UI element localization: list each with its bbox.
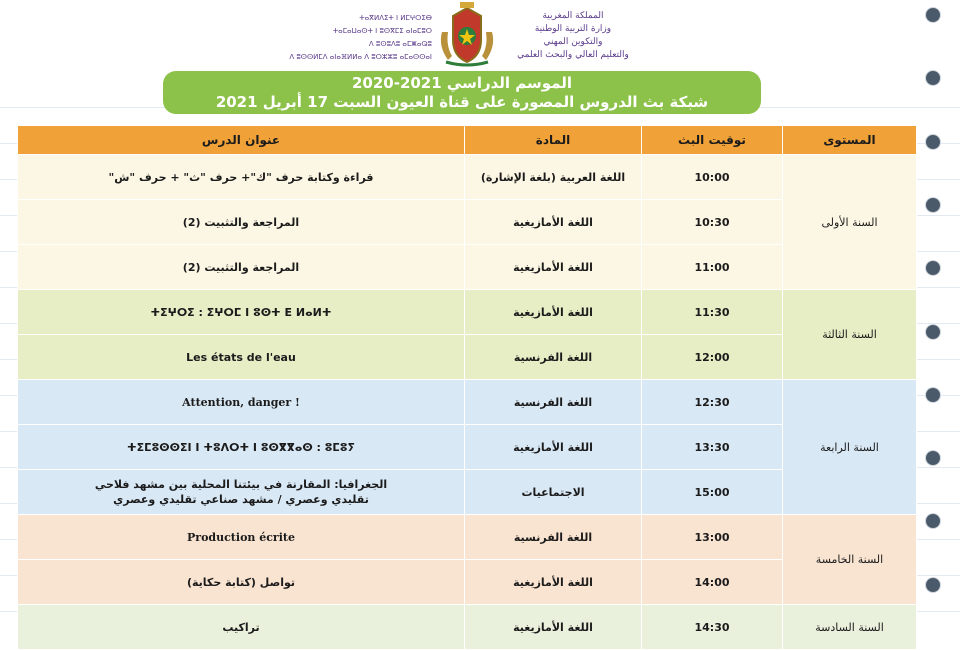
header-subject: المادة <box>465 126 642 155</box>
level-cell: السنة السادسة <box>783 605 917 650</box>
lesson-title: تواصل (كتابة حكاية) <box>18 560 465 605</box>
subject-cell: اللغة الأمازيغية <box>465 425 642 470</box>
time-cell: 12:30 <box>642 380 783 425</box>
header-level: المستوى <box>783 126 917 155</box>
tifinagh-line-2: ⵜⴰⵎⴰⵡⴰⵙⵜ ⵏ ⵓⵙⴳⵎⵉ ⴰⵏⴰⵎⵓⵔ <box>332 27 432 35</box>
binder-ring-icon <box>926 8 940 22</box>
header-time: توقيت البث <box>642 126 783 155</box>
subject-cell: اللغة الأمازيغية <box>465 245 642 290</box>
lesson-title: ⵜⵉⵎⵓⵙⵙⵉⵏ ⵏ ⵜⵓⴷⵔⵜ ⵏ ⵓⵙⴳⴳⴰⵙ : ⵓⵎⵓⵢ <box>18 425 465 470</box>
header-title: عنوان الدرس <box>18 126 465 155</box>
binder-ring-icon <box>926 514 940 528</box>
time-cell: 15:00 <box>642 470 783 515</box>
table-row <box>18 425 917 470</box>
table-row <box>18 245 917 290</box>
subject-cell: اللغة العربية (بلغة الإشارة) <box>465 155 642 200</box>
time-cell: 14:30 <box>642 605 783 650</box>
lesson-title: Les états de l'eau <box>18 335 465 380</box>
table-row <box>18 470 917 515</box>
table-row <box>18 290 917 335</box>
lesson-title: Attention, danger ! <box>18 380 465 425</box>
time-cell: 12:00 <box>642 335 783 380</box>
lesson-title-line-1: الجغرافيا: المقارنة في بيئتنا المحلية بين مشهد فلاحي <box>94 478 388 491</box>
binder-ring-icon <box>926 578 940 592</box>
arabic-line-2: وزارة التربية الوطنية <box>534 24 612 34</box>
table-row <box>18 605 917 650</box>
binder-ring-icon <box>926 71 940 85</box>
subject-cell: اللغة الأمازيغية <box>465 560 642 605</box>
subject-cell: اللغة الفرنسية <box>465 335 642 380</box>
time-cell: 10:00 <box>642 155 783 200</box>
table-row <box>18 155 917 200</box>
time-cell: 13:30 <box>642 425 783 470</box>
subject-cell: اللغة الفرنسية <box>465 515 642 560</box>
table-row <box>18 380 917 425</box>
table-row <box>18 335 917 380</box>
binder-ring-icon <box>926 135 940 149</box>
tifinagh-line-3: ⴷ ⵓⵙⵓⴷⵓ ⴰⵎⵥⴰⵕⵓ <box>368 40 432 48</box>
subject-cell: اللغة الأمازيغية <box>465 605 642 650</box>
binder-ring-icon <box>926 388 940 402</box>
subject-cell: الاجتماعيات <box>465 470 642 515</box>
binder-ring-icon <box>926 261 940 275</box>
schedule-title: شبكة بث الدروس المصورة على قناة العيون السبت 17 أبريل 2021 <box>215 93 709 111</box>
broadcast-schedule-table <box>17 125 917 650</box>
time-cell: 10:30 <box>642 200 783 245</box>
school-year-title: الموسم الدراسي 2021-2020 <box>351 74 573 92</box>
arabic-ministry-name <box>510 10 636 62</box>
binder-ring-icon <box>926 198 940 212</box>
binder-ring-icon <box>926 325 940 339</box>
binder-rings <box>926 0 942 630</box>
table-header-row <box>18 126 917 155</box>
tifinagh-line-1: ⵜⴰⴳⵍⴷⵉⵜ ⵏ ⵍⵎⵖⵔⵉⴱ <box>359 14 432 22</box>
subject-cell: اللغة الفرنسية <box>465 380 642 425</box>
subject-cell: اللغة الأمازيغية <box>465 200 642 245</box>
title-banner <box>163 71 761 114</box>
binder-ring-icon <box>926 451 940 465</box>
arabic-line-4: والتعليم العالي والبحث العلمي <box>517 50 629 60</box>
time-cell: 11:30 <box>642 290 783 335</box>
lesson-title: المراجعة والتثبيت (2) <box>18 200 465 245</box>
lesson-title: قراءة وكتابة حرف "ك"+ حرف "ث" + حرف "ش" <box>18 155 465 200</box>
morocco-coat-of-arms-icon <box>436 2 498 68</box>
table-row <box>18 560 917 605</box>
level-cell: السنة الخامسة <box>783 515 917 605</box>
arabic-line-1: المملكة المغربية <box>542 11 604 21</box>
letterhead <box>0 0 960 72</box>
time-cell: 13:00 <box>642 515 783 560</box>
lesson-title-line-2: تقليدي وعصري / مشهد صناعي تقليدي وعصري <box>113 493 369 506</box>
tifinagh-line-4: ⴷ ⵓⵙⵙⵍⵎⴷ ⴰⵏⴰⴼⵍⵍⴰ ⴷ ⵓⵔⵣⵣⵓ ⴰⵎⴰⵙⵙⴰⵏ <box>289 53 432 61</box>
time-cell: 11:00 <box>642 245 783 290</box>
lesson-title <box>18 470 465 515</box>
table-row <box>18 200 917 245</box>
arabic-line-3: والتكوين المهني <box>543 37 603 47</box>
lesson-title: ⵜⵉⵖⵔⵉ : ⵉⵖⵔⵎ ⵏ ⵓⵙⵜ ⴹ ⵍⴰⵍⵜ <box>18 290 465 335</box>
lesson-title: تراكيب <box>18 605 465 650</box>
level-cell: السنة الثالثة <box>783 290 917 380</box>
lesson-title: Production écrite <box>18 515 465 560</box>
subject-cell: اللغة الأمازيغية <box>465 290 642 335</box>
tifinagh-ministry-name <box>282 12 432 64</box>
level-cell: السنة الأولى <box>783 155 917 290</box>
time-cell: 14:00 <box>642 560 783 605</box>
level-cell: السنة الرابعة <box>783 380 917 515</box>
lesson-title: المراجعة والتثبيت (2) <box>18 245 465 290</box>
table-row <box>18 515 917 560</box>
